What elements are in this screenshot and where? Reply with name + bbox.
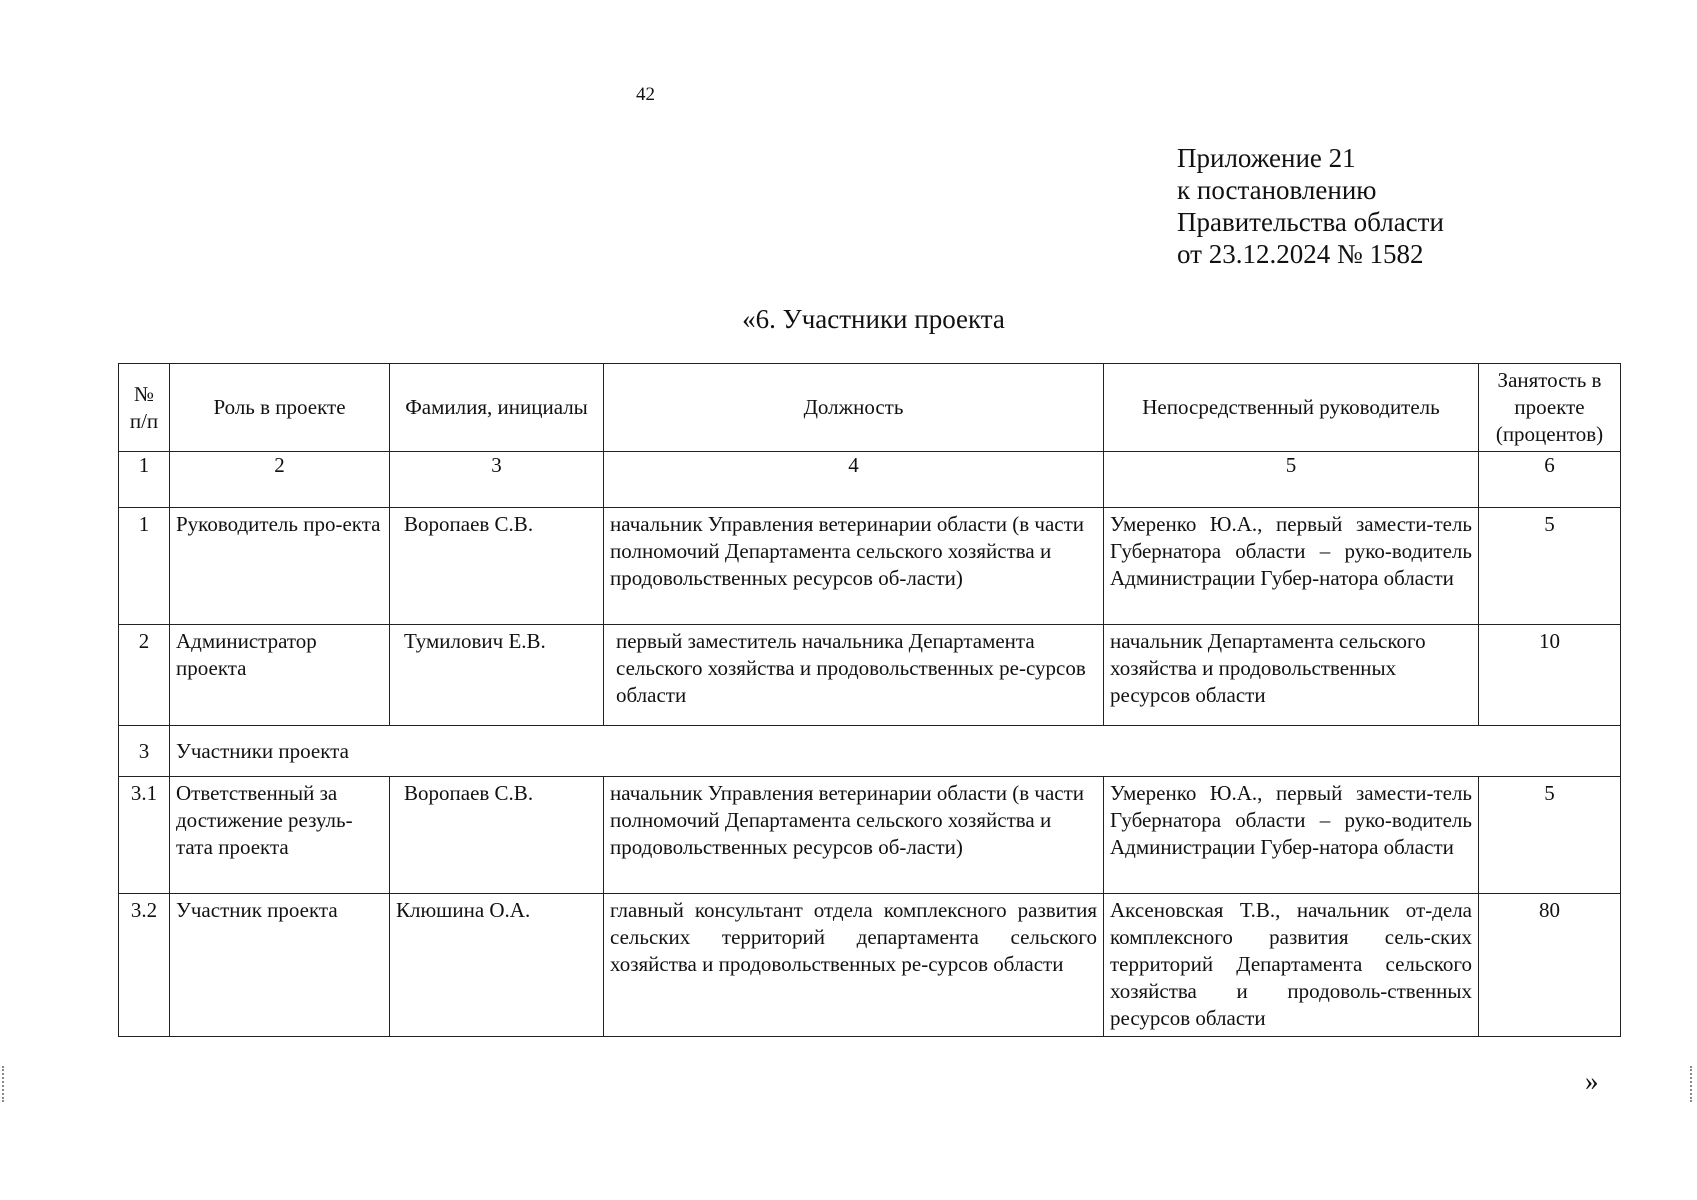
table-header-row xyxy=(119,364,1621,452)
table-row xyxy=(119,894,1621,1037)
header-num: № п/п xyxy=(119,364,170,452)
header-employment: Занятость в проекте (процентов) xyxy=(1479,364,1621,452)
appendix-line: к постановлению xyxy=(1177,175,1377,205)
row-role: Ответственный за достижение резуль-тата проекта xyxy=(170,777,390,894)
group-label: Участники проекта xyxy=(170,726,1621,777)
table-row xyxy=(119,625,1621,726)
appendix-line: от 23.12.2024 № 1582 xyxy=(1177,239,1424,269)
appendix-line: Приложение 21 xyxy=(1177,143,1356,173)
row-name: Клюшина О.А. xyxy=(390,894,604,1037)
row-name: Воропаев С.В. xyxy=(390,508,604,625)
column-number: 1 xyxy=(119,452,170,508)
row-manager: Умеренко Ю.А., первый замести-тель Губернатора области – руко-водитель Администрации Губер-натора области xyxy=(1104,508,1479,625)
scan-edge-mark-right xyxy=(1690,1066,1694,1102)
column-number: 6 xyxy=(1479,452,1621,508)
row-position: начальник Управления ветеринарии области (в части полномочий Департамента сельского хозяйства и продовольственных ресурсов об-ласти) xyxy=(604,508,1104,625)
table-row xyxy=(119,777,1621,894)
row-position: начальник Управления ветеринарии области (в части полномочий Департамента сельского хозяйства и продовольственных ресурсов об-ласти) xyxy=(604,777,1104,894)
column-numbers-row xyxy=(119,452,1621,508)
row-employment: 80 xyxy=(1479,894,1621,1037)
scan-edge-mark-left xyxy=(2,1066,6,1102)
header-manager: Непосредственный руководитель xyxy=(1104,364,1479,452)
column-number: 2 xyxy=(170,452,390,508)
closing-quote: » xyxy=(1585,1066,1599,1096)
page-number: 42 xyxy=(636,84,655,105)
appendix-block xyxy=(1177,142,1444,270)
row-role: Участник проекта xyxy=(170,894,390,1037)
row-num: 3 xyxy=(119,726,170,777)
header-position: Должность xyxy=(604,364,1104,452)
row-manager: Аксеновская Т.В., начальник от-дела комплексного развития сель-ских территорий Департамента сельского хозяйства и продоволь-ственных ресурсов области xyxy=(1104,894,1479,1037)
row-num: 3.1 xyxy=(119,777,170,894)
row-name: Воропаев С.В. xyxy=(390,777,604,894)
row-num: 2 xyxy=(119,625,170,726)
row-role: Администратор проекта xyxy=(170,625,390,726)
column-number: 4 xyxy=(604,452,1104,508)
row-role: Руководитель про-екта xyxy=(170,508,390,625)
row-employment: 5 xyxy=(1479,777,1621,894)
row-employment: 10 xyxy=(1479,625,1621,726)
row-manager: Умеренко Ю.А., первый замести-тель Губернатора области – руко-водитель Администрации Губер-натора области xyxy=(1104,777,1479,894)
row-name: Тумилович Е.В. xyxy=(390,625,604,726)
row-manager: начальник Департамента сельского хозяйства и продовольственных ресурсов области xyxy=(1104,625,1479,726)
row-num: 3.2 xyxy=(119,894,170,1037)
header-name: Фамилия, инициалы xyxy=(390,364,604,452)
row-position: главный консультант отдела комплексного развития сельских территорий департамента сельского хозяйства и продовольственных ре-сурсов области xyxy=(604,894,1104,1037)
column-number: 3 xyxy=(390,452,604,508)
column-number: 5 xyxy=(1104,452,1479,508)
table-group-row xyxy=(119,726,1621,777)
participants-table xyxy=(118,363,1621,1037)
appendix-line: Правительства области xyxy=(1177,207,1444,237)
row-num: 1 xyxy=(119,508,170,625)
section-title: «6. Участники проекта xyxy=(742,304,1005,334)
header-role: Роль в проекте xyxy=(170,364,390,452)
row-position: первый заместитель начальника Департамента сельского хозяйства и продовольственных ре-сурсов области xyxy=(604,625,1104,726)
table-row xyxy=(119,508,1621,625)
row-employment: 5 xyxy=(1479,508,1621,625)
